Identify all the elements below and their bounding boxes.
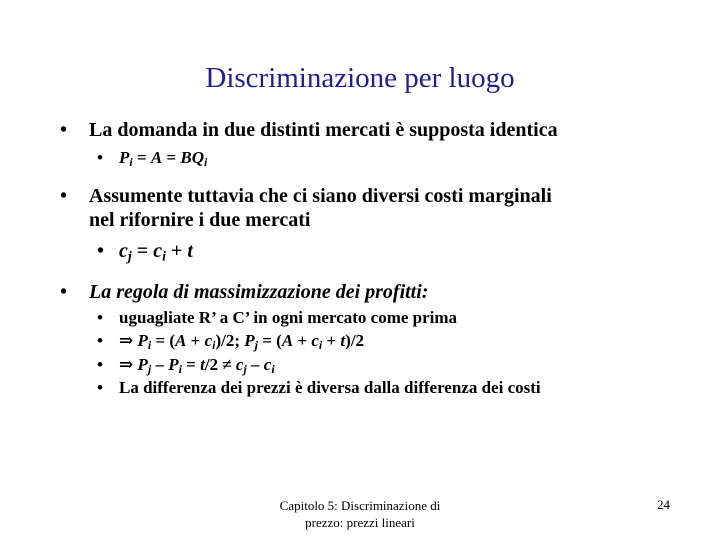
bullet-2-text-line1: Assumente tuttavia che ci siano diversi costi marginali	[89, 185, 552, 207]
slide-title: Discriminazione per luogo	[205, 62, 515, 94]
page-number: 24	[657, 497, 670, 512]
footer-caption: Capitolo 5: Discriminazione di prezzo: prezzi lineari	[279, 498, 441, 530]
bullet-2-text-line2: nel rifornire i due mercati	[89, 209, 311, 231]
bullet-1-text: La domanda in due distinti mercati è supposta identica	[89, 119, 558, 141]
bullet-dot: •	[60, 119, 68, 141]
bullet-3-text: La regola di massimizzazione dei profitti:	[89, 281, 429, 303]
